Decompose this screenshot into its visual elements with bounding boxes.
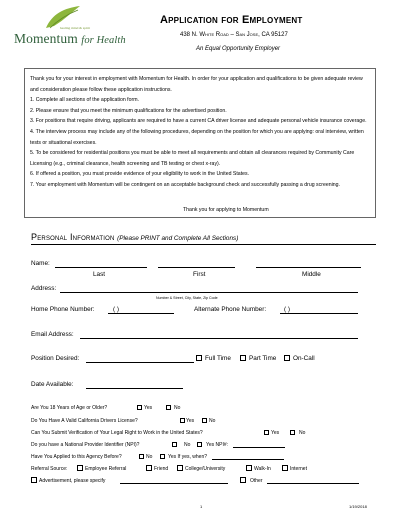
- logo-name: Momentum: [14, 31, 78, 46]
- license-yes-checkbox[interactable]: [180, 418, 185, 423]
- intro-paragraph: Thank you for your interest in employment with Momentum for Health. In order for your application and qualifications to be given adequate review and consideration please follow these application instructions.: [30, 76, 363, 93]
- ref-walkin-checkbox[interactable]: [246, 465, 252, 471]
- on-call-label: On-Call: [293, 355, 315, 362]
- ref-internet-label: Internet: [290, 466, 307, 472]
- ref-college-label: College/University: [185, 466, 226, 472]
- address-label: Address:: [31, 285, 57, 292]
- instruction-item: 1. Complete all sections of the application form.: [30, 97, 139, 104]
- eoe-statement: An Equal Opportunity Employer: [196, 46, 281, 52]
- ref-other-field[interactable]: [267, 483, 359, 484]
- address-field[interactable]: [60, 292, 358, 293]
- address-hint: Number & Street, City, State, Zip Code: [156, 296, 218, 300]
- position-label: Position Desired:: [31, 355, 80, 362]
- applied-no-checkbox[interactable]: [139, 454, 144, 459]
- ref-employee-label: Employee Referral: [85, 466, 127, 472]
- part-time-label: Part Time: [249, 355, 277, 362]
- applied-no-label: No: [146, 454, 153, 460]
- email-label: Email Address:: [31, 331, 74, 338]
- logo-tagline: healing mind & spirit: [60, 26, 91, 30]
- npi-yes-checkbox[interactable]: [197, 442, 202, 447]
- applied-when-field[interactable]: [212, 459, 284, 460]
- ref-college-checkbox[interactable]: [177, 465, 183, 471]
- applied-before-question: Have You Applied to this Agency Before?: [31, 454, 122, 460]
- work-right-no-label: No: [299, 430, 306, 436]
- instruction-item: 4. The interview process may include any of the following procedures, depending on the position for which you are applying: oral interview, written tests or situational exercises.: [30, 128, 364, 146]
- instruction-item: 6. If offered a position, you must provide evidence of your eligibility to work in the United States.: [30, 171, 250, 178]
- first-name-field[interactable]: [158, 267, 235, 268]
- instruction-item: 7. Your employment with Momentum will be contingent on an acceptable background check and successfully passing a drug screening.: [30, 181, 340, 188]
- home-phone-label: Home Phone Number:: [31, 306, 95, 313]
- ref-other-label: Other: [250, 478, 263, 484]
- instruction-item: 3. For positions that require driving, applicants are required to have a current CA driver license and adequate personal vehicle insurance coverage.: [30, 118, 367, 125]
- page-title: Application for Employment: [160, 14, 303, 26]
- position-field[interactable]: [86, 362, 194, 363]
- last-name-field[interactable]: [55, 267, 147, 268]
- ref-friend-checkbox[interactable]: [146, 465, 152, 471]
- logo-wordmark: [14, 31, 126, 47]
- middle-name-field[interactable]: [256, 267, 361, 268]
- full-time-checkbox[interactable]: [196, 355, 202, 361]
- date-available-field[interactable]: [86, 388, 183, 389]
- npi-no-checkbox[interactable]: [172, 442, 177, 447]
- date-available-label: Date Available:: [31, 381, 74, 388]
- npi-no-label: No: [184, 442, 191, 448]
- work-right-yes-label: Yes: [271, 430, 280, 436]
- part-time-checkbox[interactable]: [240, 355, 246, 361]
- home-phone-prefix: ( ): [113, 306, 120, 313]
- thank-you-note: Thank you for applying to Momentum: [183, 207, 269, 213]
- applied-yes-checkbox[interactable]: [160, 454, 165, 459]
- work-right-yes-checkbox[interactable]: [264, 430, 269, 435]
- middle-label: Middle: [302, 271, 321, 278]
- ref-ad-checkbox[interactable]: [31, 477, 37, 483]
- instructions-text: [30, 74, 371, 191]
- age-question: Are You 18 Years of Age or Older?: [31, 405, 108, 411]
- ref-internet-checkbox[interactable]: [282, 465, 288, 471]
- instruction-item: 5. To be considered for residential positions you must be able to meet all requirements and obtain all clearances required by Community Care Licensing (e.g., criminal clearance, health screening and TB testing or chest x-ray).: [30, 150, 355, 167]
- home-phone-field[interactable]: [108, 313, 174, 314]
- work-right-no-checkbox[interactable]: [290, 430, 295, 435]
- ref-walkin-label: Walk-In: [254, 466, 271, 472]
- full-time-label: Full Time: [205, 355, 231, 362]
- section-heading: Personal Information: [31, 232, 115, 242]
- last-label: Last: [93, 271, 106, 278]
- on-call-checkbox[interactable]: [284, 355, 290, 361]
- ref-employee-checkbox[interactable]: [77, 465, 83, 471]
- alt-phone-prefix: ( ): [284, 306, 291, 313]
- email-field[interactable]: [80, 338, 358, 339]
- page-number: 1: [200, 504, 203, 509]
- license-no-label: No: [209, 418, 216, 424]
- ref-other-checkbox[interactable]: [240, 477, 246, 483]
- section-note: (Please PRINT and Complete All Sections): [117, 235, 239, 242]
- applied-yes-when-label: Yes If yes, when?: [168, 454, 208, 460]
- section-title: [31, 232, 238, 242]
- license-yes-label: Yes: [186, 418, 195, 424]
- age-yes-checkbox[interactable]: [137, 405, 142, 410]
- referral-label: Referral Source:: [31, 466, 68, 472]
- name-label: Name:: [31, 260, 50, 267]
- first-label: First: [193, 271, 206, 278]
- npi-number-field[interactable]: [233, 447, 285, 448]
- section-divider: [31, 244, 376, 245]
- company-address: 438 N. White Road – San Jose, CA 95127: [180, 32, 288, 38]
- ref-friend-label: Friend: [154, 466, 169, 472]
- alt-phone-field[interactable]: [280, 313, 358, 314]
- logo-suffix: for Health: [81, 35, 126, 46]
- instruction-item: 2. Please ensure that you meet the minimum qualifications for the advertised position.: [30, 107, 227, 114]
- ref-ad-label: Advertisement, please specify: [39, 478, 106, 484]
- revision-date: 1/19/2018: [349, 504, 367, 509]
- alt-phone-label: Alternate Phone Number:: [194, 306, 267, 313]
- age-no-checkbox[interactable]: [166, 405, 171, 410]
- work-right-question: Can You Submit Verification of Your Legal Right to Work in the United States?: [31, 430, 203, 436]
- age-no-label: No: [174, 405, 181, 411]
- age-yes-label: Yes: [144, 405, 153, 411]
- npi-question: Do you have a National Provider Identifier (NPI)?: [31, 442, 140, 448]
- ref-ad-field[interactable]: [120, 483, 228, 484]
- license-no-checkbox[interactable]: [202, 418, 207, 423]
- license-question: Do You Have A Valid California Drivers License?: [31, 418, 138, 424]
- npi-yes-label: Yes NPI#:: [206, 442, 229, 448]
